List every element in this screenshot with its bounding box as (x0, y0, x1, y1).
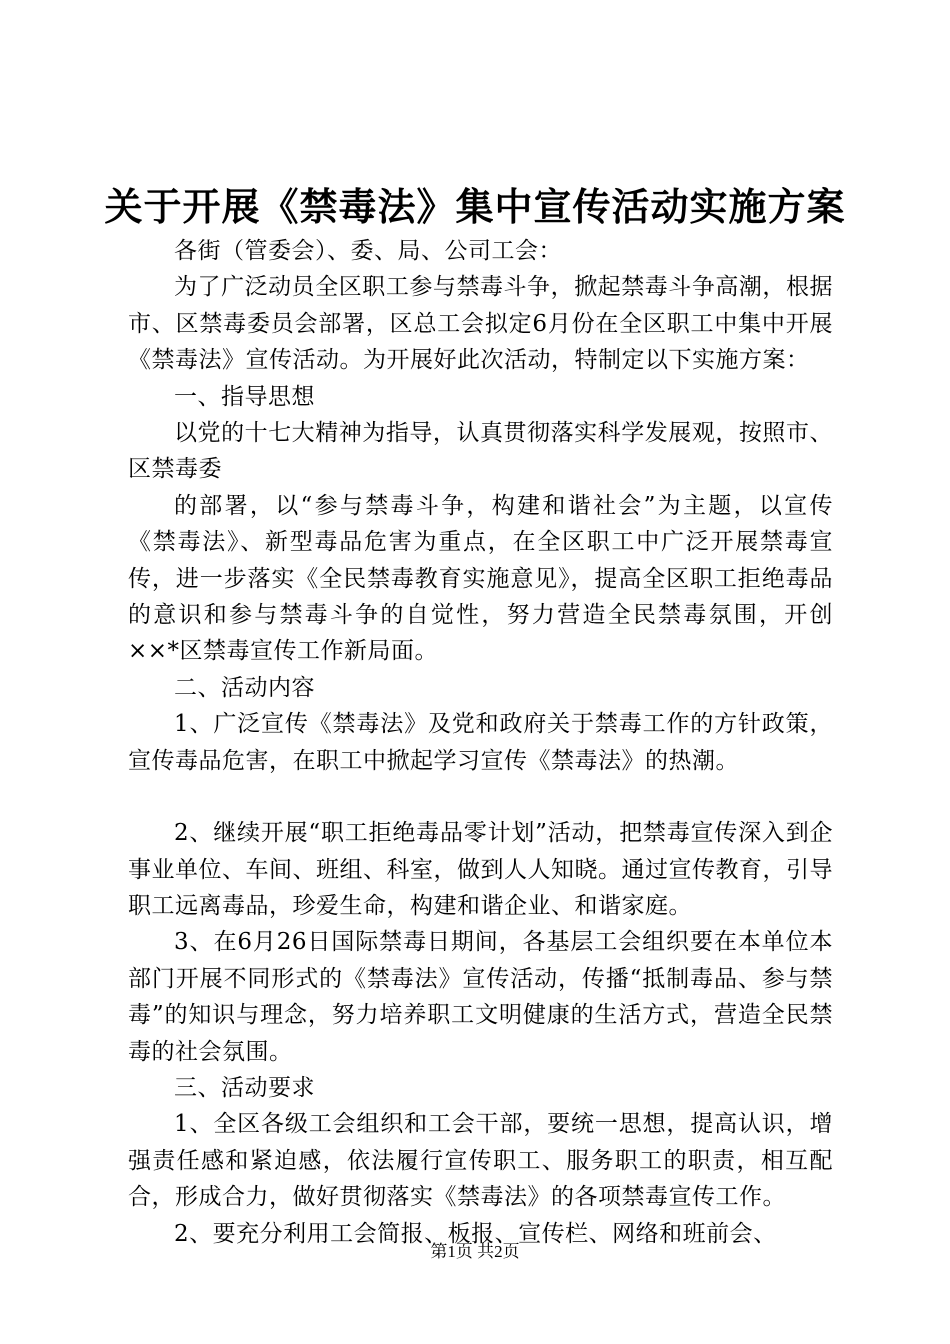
section-heading-activity-requirements: 三、活动要求 (174, 1074, 315, 1101)
section-heading-guiding-thought: 一、指导思想 (174, 383, 315, 410)
paragraph-salutation: 各街（管委会）、委、局、公司工会： (174, 238, 562, 264)
paragraph-content-item-2: 2、继续开展“职工拒绝毒品零计划”活动，把禁毒宣传深入到企事业单位、车间、班组、科室，做到人人知晓。通过宣传教育，引导职工远离毒品，珍爱生命，构建和谐企业、和谐家庭。 (128, 820, 833, 919)
paragraph-requirement-item-1: 1、全区各级工会组织和工会干部，要统一思想，提高认识，增强责任感和紧迫感，依法履行宣传职工、服务职工的职责，相互配合，形成合力，做好贯彻落实《禁毒法》的各项禁毒宣传工作。 (128, 1111, 833, 1211)
document-title: 关于开展《禁毒法》集中宣传活动实施方案 (104, 184, 846, 229)
paragraph-content-item-1: 1、广泛宣传《禁毒法》及党和政府关于禁毒工作的方针政策，宣传毒品危害，在职工中掀起学习宣传《禁毒法》的热潮。 (128, 711, 833, 774)
paragraph-content-item-3: 3、在6月26日国际禁毒日期间，各基层工会组织要在本单位本部门开展不同形式的《禁毒法》宣传活动，传播“抵制毒品、参与禁毒”的知识与理念，努力培养职工文明健康的生活方式，营造全民禁毒的社会氛围。 (128, 929, 833, 1065)
paragraph-intro: 为了广泛动员全区职工参与禁毒斗争，掀起禁毒斗争高潮，根据市、区禁毒委员会部署，区总工会拟定6月份在全区职工中集中开展《禁毒法》宣传活动。为开展好此次活动，特制定以下实施方案： (128, 274, 833, 374)
section-heading-activity-content: 二、活动内容 (174, 674, 315, 701)
document-body (128, 233, 833, 1252)
paragraph-guiding-thought-2: 的部署，以“参与禁毒斗争，构建和谐社会”为主题，以宣传《禁毒法》、新型毒品危害为重点，在全区职工中广泛开展禁毒宣传，进一步落实《全民禁毒教育实施意见》，提高全区职工拒绝毒品的意识和参与禁毒斗争的自觉性，努力营造全民禁毒氛围，开创××*区禁毒宣传工作新局面。 (128, 492, 833, 665)
page-number-footer: 第1页 共2页 (430, 1242, 520, 1261)
paragraph-requirement-item-2: 2、要充分利用工会简报、板报、宣传栏、网络和班前会、 (174, 1220, 777, 1247)
paragraph-guiding-thought-1: 以党的十七大精神为指导，认真贯彻落实科学发展观，按照市、区禁毒委 (128, 420, 833, 483)
